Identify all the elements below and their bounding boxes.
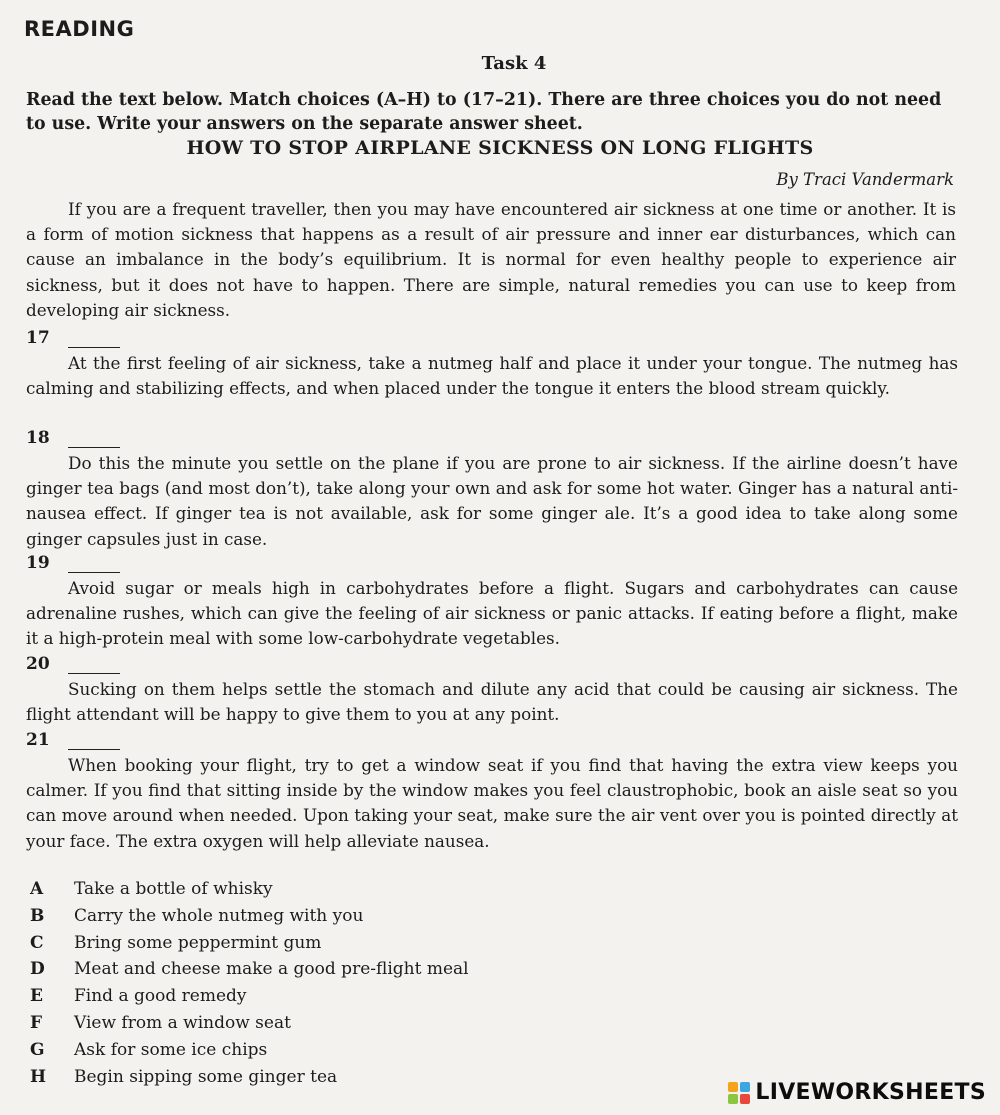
option-letter: B — [30, 905, 45, 926]
paragraph-text: At the first feeling of air sickness, take a nutmeg half and place it under your tongue. The nutmeg has calming and stabilizing effects, and when placed under the tongue it enters the blood stream quickly. — [26, 353, 958, 399]
option-b — [30, 903, 730, 930]
paragraph-text: When booking your flight, try to get a window seat if you find that having the extra view keeps you calmer. If you find that sitting inside by the window makes you feel claustrophobic, book an aisle seat so you can move around when needed. Upon taking your seat, make sure the air vent over you is pointed directly at your face. The extra oxygen will help alleviate nausea. — [26, 755, 958, 851]
answer-options-list — [30, 876, 730, 1090]
option-letter: H — [30, 1066, 47, 1087]
option-text: Meat and cheese make a good pre-flight meal — [74, 959, 469, 980]
answer-blank-18[interactable] — [68, 447, 120, 448]
watermark-text: LIVEWORKSHEETS — [755, 1080, 986, 1105]
instructions: Read the text below. Match choices (A–H) to (17–21). There are three choices you do not need to use. Write your answers on the separate answer sheet. — [26, 90, 942, 134]
option-text: Begin sipping some ginger tea — [74, 1066, 338, 1087]
paragraph-number: 20 — [26, 654, 50, 674]
paragraph-text: Do this the minute you settle on the plane if you are prone to air sickness. If the airline doesn’t have ginger tea bags (and most don’t), take along your own and ask for some hot water. Ginger has a natural anti-nausea effect. If ginger tea is not available, ask for some ginger ale. It’s a good idea to take along some ginger capsules just in case. — [26, 453, 958, 549]
option-letter: D — [30, 959, 45, 980]
option-text: View from a window seat — [74, 1012, 291, 1033]
option-c — [30, 930, 730, 957]
option-letter: G — [30, 1039, 45, 1060]
article-title: HOW TO STOP AIRPLANE SICKNESS ON LONG FLIGHTS — [186, 137, 814, 159]
option-text: Take a bottle of whisky — [74, 879, 273, 899]
answer-blank-17[interactable] — [68, 347, 120, 348]
option-e — [30, 983, 730, 1010]
option-a — [30, 876, 730, 903]
option-letter: E — [30, 986, 43, 1007]
option-f — [30, 1010, 730, 1037]
paragraph-number: 18 — [26, 428, 50, 448]
answer-blank-21[interactable] — [68, 749, 120, 750]
section-heading: READING — [24, 17, 135, 41]
paragraph-number: 19 — [26, 553, 50, 573]
option-letter: C — [30, 932, 44, 953]
liveworksheets-logo-icon — [727, 1081, 751, 1105]
option-text: Carry the whole nutmeg with you — [74, 905, 364, 926]
paragraph-number: 17 — [26, 328, 50, 348]
option-text: Bring some peppermint gum — [74, 932, 322, 953]
paragraph-text: Avoid sugar or meals high in carbohydrates before a flight. Sugars and carbohydrates can cause adrenaline rushes, which can give the feeling of air sickness or panic attacks. If eating before a flight, make it a high-protein meal with some low-carbohydrate vegetables. — [26, 578, 958, 649]
option-h — [30, 1064, 730, 1091]
paragraph-20 — [26, 653, 958, 727]
paragraph-18 — [26, 427, 958, 552]
option-letter: F — [30, 1012, 43, 1033]
option-g — [30, 1037, 730, 1064]
paragraph-text: Sucking on them helps settle the stomach and dilute any acid that could be causing air sickness. The flight attendant will be happy to give them to you at any point. — [26, 679, 958, 725]
option-text: Find a good remedy — [74, 986, 247, 1007]
liveworksheets-watermark[interactable] — [727, 1080, 986, 1105]
task-title: Task 4 — [481, 53, 547, 74]
paragraph-19 — [26, 552, 958, 652]
option-d — [30, 956, 730, 983]
answer-blank-20[interactable] — [68, 673, 120, 674]
paragraph-17 — [26, 327, 958, 401]
answer-blank-19[interactable] — [68, 572, 120, 573]
article-author: By Traci Vandermark — [776, 170, 954, 189]
option-text: Ask for some ice chips — [74, 1039, 268, 1060]
paragraph-21 — [26, 729, 958, 854]
paragraph-number: 21 — [26, 730, 50, 750]
option-letter: A — [30, 879, 44, 899]
article-intro: If you are a frequent traveller, then you may have encountered air sickness at one time or another. It is a form of motion sickness that happens as a result of air pressure and inner ear disturbances, which can cause an imbalance in the body’s equilibrium. It is normal for even healthy people to experience air sickness, but it does not have to happen. There are simple, natural remedies you can use to keep from developing air sickness. — [26, 199, 956, 320]
